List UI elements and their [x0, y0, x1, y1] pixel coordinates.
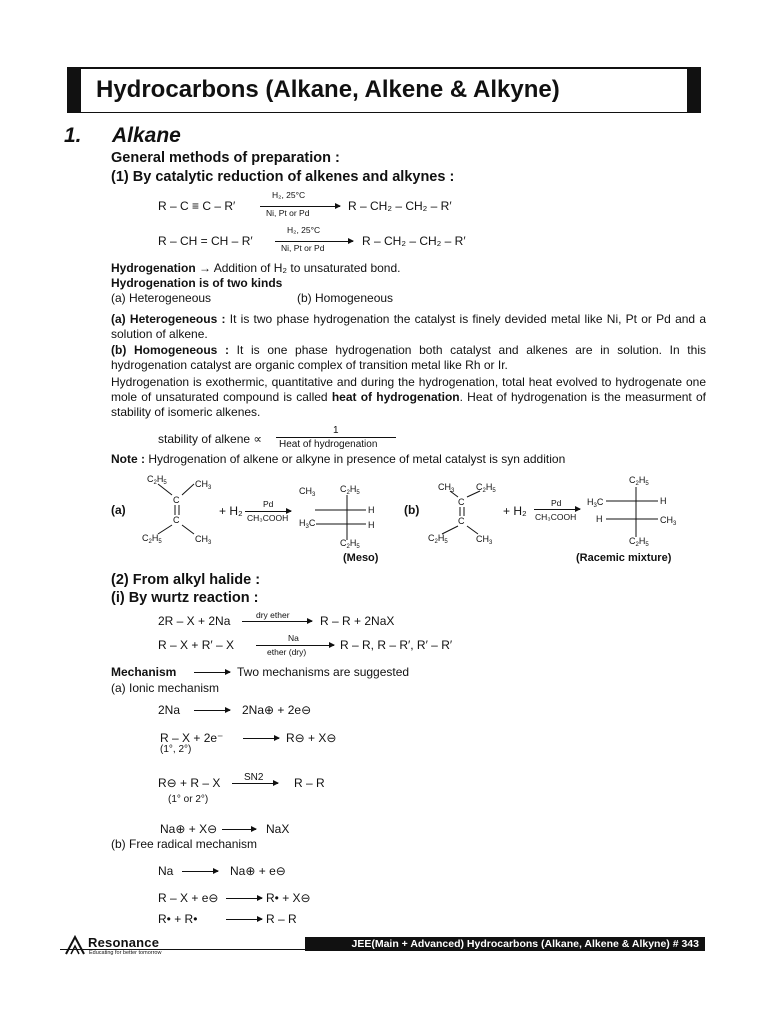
note — [111, 452, 565, 467]
radical3-left: R• + R• — [158, 912, 198, 926]
ionic1-arrow — [194, 710, 230, 711]
exo-bold: heat of hydrogenation — [331, 390, 460, 404]
ionic2-note: (1°, 2°) — [160, 744, 192, 755]
svg-text:H: H — [368, 505, 375, 515]
svg-text:C2H5: $C_2H_5$ — [476, 482, 496, 494]
svg-text:C2H5: $C_2H_5$ — [340, 484, 360, 496]
page-title: Hydrocarbons (Alkane, Alkene & Alkyne) — [96, 76, 560, 103]
homo-paragraph — [111, 343, 706, 373]
right-arrow-icon: → — [199, 261, 214, 275]
kind-b: (b) Homogeneous — [297, 291, 394, 305]
exo-paragraph — [111, 375, 706, 420]
reaction-a-product-label: (Meso) — [343, 552, 379, 564]
method2-i-heading: (i) By wurtz reaction : — [111, 590, 259, 606]
ionic3-note: (1° or 2°) — [168, 794, 209, 805]
hetero-label: (a) Heterogeneous : — [111, 312, 226, 326]
hydrogenation-label: Hydrogenation — [111, 261, 196, 275]
svg-text:CH3: $CH_3$ — [195, 479, 212, 491]
ionic3-left: R⊖ + R – X — [158, 776, 221, 790]
reaction-b-reagent: + H₂ — [503, 504, 527, 518]
title-bottom-rule — [81, 112, 687, 113]
stability-num: 1 — [333, 425, 339, 436]
ionic1-left: 2Na — [158, 703, 181, 717]
note-text: Hydrogenation of alkene or alkyne in presence of metal catalyst is syn addition — [148, 452, 566, 466]
ionic3-right: R – R — [294, 776, 325, 790]
svg-text:C2H5: $C_2H_5$ — [142, 533, 162, 545]
title-left-bar — [67, 67, 81, 113]
reaction-b-cond-top: Pd — [551, 498, 562, 508]
eq1-left: R – C ≡ C – R′ — [158, 199, 236, 213]
radical2-right: R• + X⊖ — [266, 891, 311, 905]
radical3-arrow — [226, 919, 262, 920]
homo-text: It is one phase hydrogenation both catalyst and alkenes are in solution. In this hydrogenation catalyst are organic complex of transition metal like Rh or Ir. — [111, 343, 706, 372]
note-label: Note : — [111, 452, 145, 466]
general-methods-heading: General methods of preparation : — [111, 150, 340, 166]
reaction-a-reagent: + H₂ — [219, 504, 243, 518]
svg-text:H3C: $H_3C$ — [299, 518, 316, 530]
ionic4-right: NaX — [266, 822, 290, 836]
section-title: Alkane — [112, 124, 181, 147]
eq2-cond-top: H₂, 25°C — [287, 225, 321, 235]
ionic2-right: R⊖ + X⊖ — [286, 731, 337, 745]
exo-text-1: Hydrogenation is exothermic, quantitative and during the hydrogenation, total heat evolved to hydrogenate one mole of unsaturated compound is called — [111, 375, 706, 404]
fraction-line — [276, 437, 396, 438]
reaction-a-cond-bottom: CH₃COOH — [247, 513, 289, 523]
svg-text:H: H — [368, 520, 375, 530]
ionic3-cond: SN2 — [244, 772, 264, 783]
reaction-b-arrow — [534, 509, 580, 510]
hydrogenation-def — [111, 261, 400, 276]
svg-text:C: C — [173, 515, 180, 525]
ionic3-arrow — [232, 783, 278, 784]
eq2-cond-bottom: Ni, Pt or Pd — [281, 243, 325, 253]
svg-text:CH3: $CH_3$ — [476, 534, 493, 546]
wurtz2-right: R – R, R – R′, R′ – R′ — [340, 638, 453, 652]
ionic-label: (a) Ionic mechanism — [111, 681, 220, 695]
title-right-bar — [687, 67, 701, 113]
radical2-arrow — [226, 898, 262, 899]
radical1-right: Na⊕ + e⊖ — [230, 864, 286, 878]
hydrogenation-def-text: Addition of H₂ to unsaturated bond. — [213, 261, 401, 275]
svg-text:C2H5: $C_2H_5$ — [629, 475, 649, 487]
wurtz2-arrow — [256, 645, 334, 646]
svg-text:C2H5: $C_2H_5$ — [147, 474, 167, 486]
homo-label: (b) Homogeneous : — [111, 343, 229, 357]
stability-den: Heat of hydrogenation — [279, 439, 378, 450]
svg-text:CH3: $CH_3$ — [660, 515, 677, 527]
radical-label: (b) Free radical mechanism — [111, 837, 258, 851]
hetero-text: It is two phase hydrogenation the catalyst is finely devided metal like Ni, Pt or Pd and a solution of alkene. — [111, 312, 707, 341]
svg-text:C: C — [173, 495, 180, 505]
mechanism-arrow — [194, 672, 230, 673]
kind-a: (a) Heterogeneous — [111, 291, 212, 305]
svg-text:H: H — [660, 496, 667, 506]
footer-tagline: Educating for better tomorrow — [89, 950, 162, 956]
svg-text:H: H — [596, 514, 603, 524]
radical1-left: Na — [158, 864, 174, 878]
svg-text:C: C — [458, 516, 465, 526]
svg-text:C2H5: $C_2H_5$ — [428, 533, 448, 545]
radical3-right: R – R — [266, 912, 297, 926]
ionic4-left: Na⊕ + X⊖ — [160, 822, 218, 836]
reaction-b-label: (b) — [404, 503, 420, 517]
svg-text:C2H5: $C_2H_5$ — [629, 536, 649, 548]
eq1-cond-bottom: Ni, Pt or Pd — [266, 208, 310, 218]
ionic2-arrow — [243, 738, 279, 739]
ionic4-arrow — [222, 829, 256, 830]
title-top-rule — [81, 67, 687, 69]
reaction-b-cond-bottom: CH₃COOH — [535, 512, 577, 522]
reaction-a-label: (a) — [111, 503, 126, 517]
wurtz2-cond-bottom: ether (dry) — [267, 647, 307, 657]
svg-text:C2H5: $C_2H_5$ — [340, 538, 360, 550]
radical1-arrow — [182, 871, 218, 872]
eq1-right: R – CH₂ – CH₂ – R′ — [348, 199, 452, 213]
eq2-arrow — [275, 241, 353, 242]
eq2-right: R – CH₂ – CH₂ – R′ — [362, 234, 466, 248]
hetero-paragraph — [111, 312, 706, 342]
svg-text:H3C: $H_3C$ — [587, 497, 604, 509]
method2-heading: (2) From alkyl halide : — [111, 572, 261, 588]
reaction-a-cond-top: Pd — [263, 499, 274, 509]
mechanism-text: Two mechanisms are suggested — [237, 665, 410, 679]
reaction-a-arrow — [245, 511, 291, 512]
exo-text-2: . Heat of hydrogenation is the measurment of stability of isomeric alkenes. — [111, 390, 707, 419]
resonance-logo-icon — [64, 935, 86, 955]
wurtz2-left: R – X + R′ – X — [158, 638, 234, 652]
svg-text:CH3: $CH_3$ — [299, 486, 316, 498]
svg-text:CH3: $CH_3$ — [438, 482, 455, 494]
svg-text:C: C — [458, 497, 465, 507]
wurtz1-cond-top: dry ether — [256, 610, 290, 620]
kinds-heading: Hydrogenation is of two kinds — [111, 276, 283, 290]
eq2-left: R – CH = CH – R′ — [158, 234, 253, 248]
eq1-cond-top: H₂, 25°C — [272, 190, 306, 200]
svg-text:CH3: $CH_3$ — [195, 534, 212, 546]
wurtz2-cond-top: Na — [288, 633, 299, 643]
section-number: 1. — [64, 124, 82, 147]
ionic2-left: R – X + 2e⁻ — [160, 731, 224, 745]
eq1-arrow — [260, 206, 340, 207]
mechanism-label: Mechanism — [111, 665, 177, 679]
footer-brand: Resonance — [88, 935, 160, 950]
wurtz1-arrow — [242, 621, 312, 622]
reaction-b-product-label: (Racemic mixture) — [576, 552, 672, 564]
method1-heading: (1) By catalytic reduction of alkenes and alkynes : — [111, 169, 455, 185]
ionic1-right: 2Na⊕ + 2e⊖ — [242, 703, 312, 717]
wurtz1-left: 2R – X + 2Na — [158, 614, 231, 628]
stability-left: stability of alkene ∝ — [158, 432, 262, 446]
wurtz1-right: R – R + 2NaX — [320, 614, 395, 628]
radical2-left: R – X + e⊖ — [158, 891, 219, 905]
footer-band: JEE(Main + Advanced) Hydrocarbons (Alkane, Alkene & Alkyne) # 343 — [305, 937, 705, 951]
